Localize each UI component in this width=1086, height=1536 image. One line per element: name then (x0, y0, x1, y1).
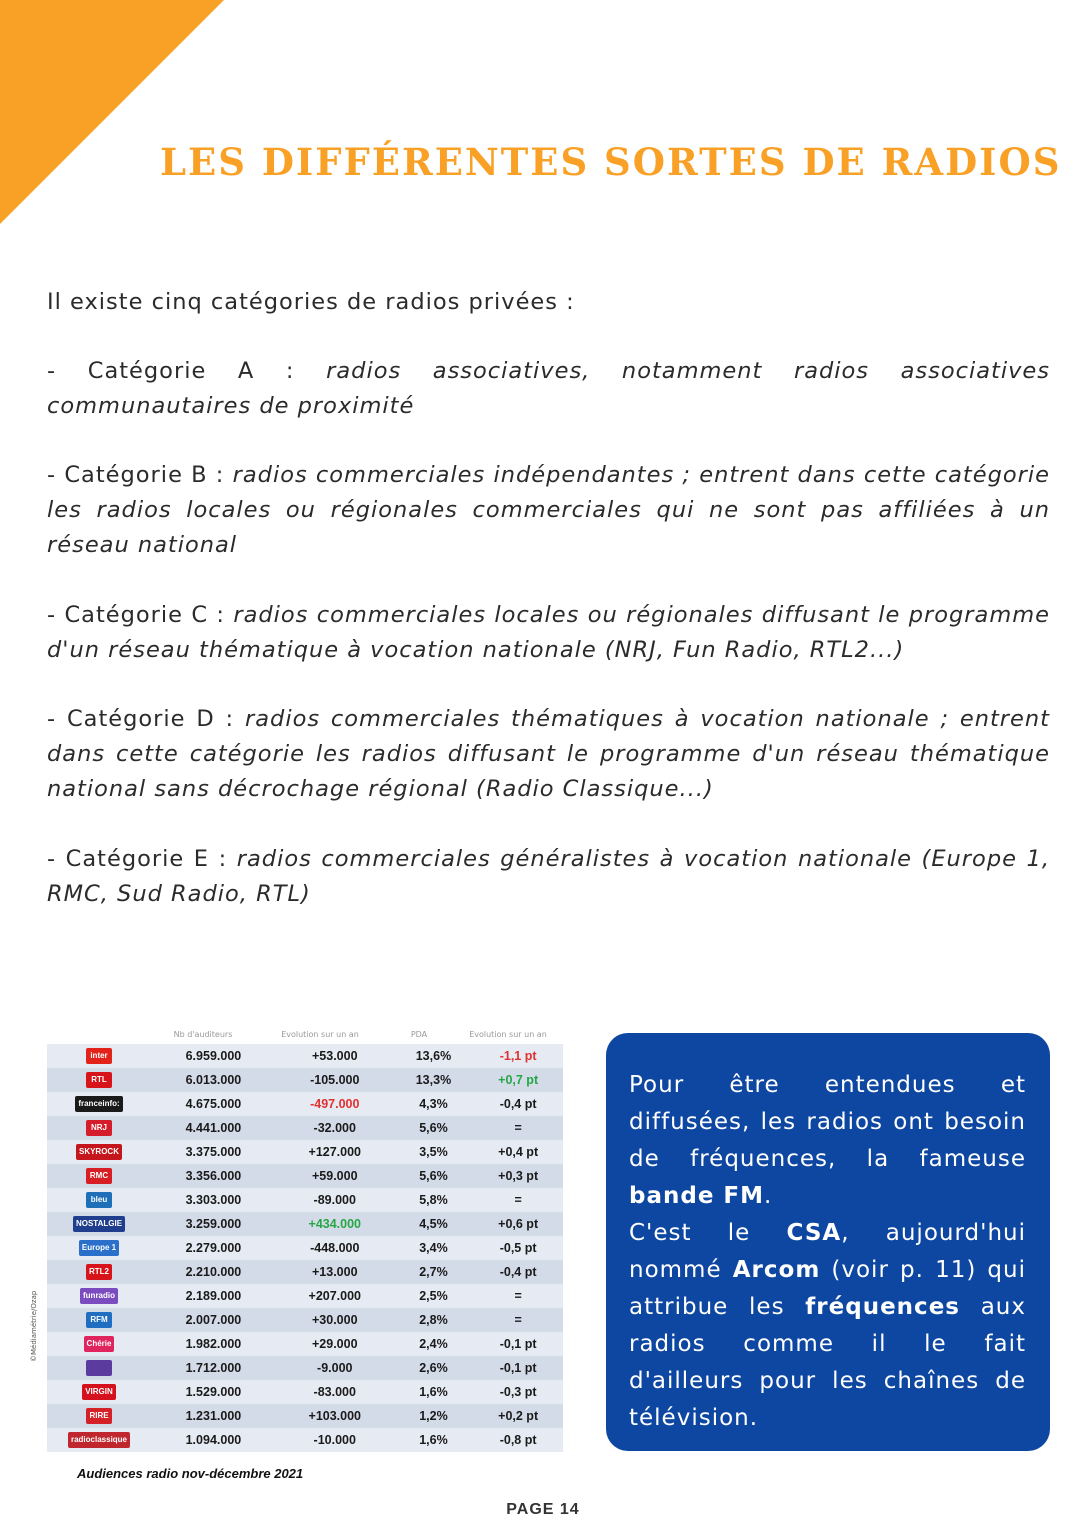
pda-evolution-cell: = (473, 1308, 563, 1332)
station-logo-icon: NOSTALGIE (73, 1216, 125, 1232)
category-a: - Catégorie A : radios associatives, notamment radios associatives communautaires de proximité (47, 357, 1050, 419)
evolution-cell: +53.000 (276, 1044, 394, 1068)
pda-cell: 2,6% (394, 1356, 474, 1380)
body-text (47, 285, 1050, 946)
station-logo (47, 1044, 151, 1068)
station-logo (47, 1284, 151, 1308)
station-logo-icon: RFM (86, 1312, 112, 1328)
listeners-cell: 4.441.000 (151, 1116, 276, 1140)
evolution-cell: -448.000 (276, 1236, 394, 1260)
table-row (47, 1092, 563, 1116)
table-row (47, 1116, 563, 1140)
evolution-cell: -105.000 (276, 1068, 394, 1092)
pda-cell: 5,8% (394, 1188, 474, 1212)
listeners-cell: 3.356.000 (151, 1164, 276, 1188)
pda-evolution-cell: +0,4 pt (473, 1140, 563, 1164)
pda-cell: 2,8% (394, 1308, 474, 1332)
photo-credit: ©Médiamétrie/Ozap (30, 1290, 38, 1362)
evolution-cell: -89.000 (276, 1188, 394, 1212)
station-logo-icon: franceinfo: (75, 1096, 122, 1112)
pda-evolution-cell: +0,2 pt (473, 1404, 563, 1428)
station-logo-icon: VIRGIN (82, 1384, 116, 1400)
station-logo-icon: RMC (86, 1168, 112, 1184)
header-pda: PDA (410, 1030, 428, 1039)
station-logo (47, 1428, 151, 1452)
table-header (47, 1030, 563, 1044)
pda-evolution-cell: = (473, 1188, 563, 1212)
pda-evolution-cell: -0,1 pt (473, 1332, 563, 1356)
station-logo (47, 1260, 151, 1284)
station-logo (47, 1212, 151, 1236)
header-listeners: Nb d'auditeurs (173, 1030, 233, 1039)
listeners-cell: 2.279.000 (151, 1236, 276, 1260)
station-logo-icon: radioclassique (68, 1432, 130, 1448)
station-logo (47, 1380, 151, 1404)
station-logo (47, 1116, 151, 1140)
pda-evolution-cell: = (473, 1284, 563, 1308)
pda-cell: 13,6% (394, 1044, 474, 1068)
station-logo (47, 1140, 151, 1164)
station-logo-icon: NRJ (86, 1120, 112, 1136)
evolution-cell: -9.000 (276, 1356, 394, 1380)
pda-evolution-cell: -0,3 pt (473, 1380, 563, 1404)
pda-cell: 2,7% (394, 1260, 474, 1284)
listeners-cell: 2.189.000 (151, 1284, 276, 1308)
station-logo (47, 1068, 151, 1092)
table-body (47, 1044, 563, 1452)
station-logo (47, 1236, 151, 1260)
category-b: - Catégorie B : radios commerciales indépendantes ; entrent dans cette catégorie les radios locales ou régionales commerciales qui ne sont pas affiliées à un réseau national (47, 462, 1050, 558)
station-logo-icon: bleu (86, 1192, 112, 1208)
pda-cell: 4,5% (394, 1212, 474, 1236)
table-row (47, 1332, 563, 1356)
evolution-cell: +434.000 (276, 1212, 394, 1236)
evolution-cell: +59.000 (276, 1164, 394, 1188)
evolution-cell: +29.000 (276, 1332, 394, 1356)
table-row (47, 1212, 563, 1236)
pda-evolution-cell: -0,1 pt (473, 1356, 563, 1380)
evolution-cell: +207.000 (276, 1284, 394, 1308)
info-box-text: Pour être entendues et diffusées, les radios ont besoin de fréquences, la fameuse bande FM. C'est le CSA, aujourd'hui nommé Arcom (voir p. 11) qui attribue les fréquences aux radios comme il le fait d'ailleurs pour les chaînes de télévision. (629, 1072, 1026, 1431)
category-e: - Catégorie E : radios commerciales généralistes à vocation nationale (Europe 1, RMC, Sud Radio, RTL) (47, 845, 1050, 907)
pda-cell: 4,3% (394, 1092, 474, 1116)
table-row (47, 1260, 563, 1284)
header-pda-evolution: Evolution sur un an (469, 1030, 547, 1039)
table-row (47, 1164, 563, 1188)
station-logo-icon: Chérie (84, 1336, 115, 1352)
station-logo-icon: Europe 1 (79, 1240, 119, 1256)
intro-paragraph: Il existe cinq catégories de radios privées : (47, 289, 575, 315)
table-row (47, 1404, 563, 1428)
listeners-cell: 2.210.000 (151, 1260, 276, 1284)
evolution-cell: -10.000 (276, 1428, 394, 1452)
evolution-cell: -32.000 (276, 1116, 394, 1140)
table-row (47, 1308, 563, 1332)
evolution-cell: +103.000 (276, 1404, 394, 1428)
station-logo-icon: RTL2 (86, 1264, 112, 1280)
category-c: - Catégorie C : radios commerciales locales ou régionales diffusant le programme d'un réseau thématique à vocation nationale (NRJ, Fun Radio, RTL2...) (47, 601, 1050, 663)
table-row (47, 1284, 563, 1308)
table-row (47, 1428, 563, 1452)
station-logo (47, 1092, 151, 1116)
station-logo-icon: SKYROCK (76, 1144, 122, 1160)
table-row (47, 1044, 563, 1068)
pda-cell: 3,5% (394, 1140, 474, 1164)
pda-evolution-cell: -0,5 pt (473, 1236, 563, 1260)
listeners-cell: 6.013.000 (151, 1068, 276, 1092)
station-logo (47, 1188, 151, 1212)
pda-evolution-cell: = (473, 1116, 563, 1140)
station-logo-icon: funradio (80, 1288, 118, 1304)
page-number: PAGE 14 (506, 1501, 580, 1518)
station-logo-icon (86, 1360, 112, 1376)
station-logo (47, 1308, 151, 1332)
table-row (47, 1068, 563, 1092)
listeners-cell: 1.982.000 (151, 1332, 276, 1356)
table-row (47, 1356, 563, 1380)
pda-cell: 1,6% (394, 1428, 474, 1452)
header-evolution: Evolution sur un an (281, 1030, 359, 1039)
pda-cell: 2,5% (394, 1284, 474, 1308)
evolution-cell: -83.000 (276, 1380, 394, 1404)
listeners-cell: 1.712.000 (151, 1356, 276, 1380)
station-logo (47, 1404, 151, 1428)
category-d: - Catégorie D : radios commerciales thématiques à vocation nationale ; entrent dans cette catégorie les radios diffusant le programme d'un réseau thématique national sans décrochage régional (Radio Classique...) (47, 706, 1050, 802)
pda-cell: 1,6% (394, 1380, 474, 1404)
pda-cell: 3,4% (394, 1236, 474, 1260)
station-logo-icon: RTL (86, 1072, 112, 1088)
pda-evolution-cell: -1,1 pt (473, 1044, 563, 1068)
pda-evolution-cell: -0,8 pt (473, 1428, 563, 1452)
evolution-cell: +13.000 (276, 1260, 394, 1284)
listeners-cell: 2.007.000 (151, 1308, 276, 1332)
station-logo-icon: RIRE (86, 1408, 112, 1424)
listeners-cell: 4.675.000 (151, 1092, 276, 1116)
info-box (606, 1033, 1050, 1451)
pda-cell: 5,6% (394, 1164, 474, 1188)
evolution-cell: +127.000 (276, 1140, 394, 1164)
pda-cell: 1,2% (394, 1404, 474, 1428)
listeners-cell: 1.529.000 (151, 1380, 276, 1404)
evolution-cell: -497.000 (276, 1092, 394, 1116)
listeners-cell: 1.094.000 (151, 1428, 276, 1452)
table-caption: Audiences radio nov-décembre 2021 (77, 1466, 304, 1481)
table-row (47, 1236, 563, 1260)
listeners-cell: 1.231.000 (151, 1404, 276, 1428)
audience-table (47, 1030, 563, 1452)
table-row (47, 1140, 563, 1164)
table-row (47, 1380, 563, 1404)
listeners-cell: 3.259.000 (151, 1212, 276, 1236)
pda-cell: 13,3% (394, 1068, 474, 1092)
listeners-cell: 3.303.000 (151, 1188, 276, 1212)
pda-evolution-cell: +0,7 pt (473, 1068, 563, 1092)
evolution-cell: +30.000 (276, 1308, 394, 1332)
page-title: LES DIFFÉRENTES SORTES DE RADIOS (160, 140, 1062, 184)
pda-evolution-cell: +0,3 pt (473, 1164, 563, 1188)
table-row (47, 1188, 563, 1212)
pda-cell: 2,4% (394, 1332, 474, 1356)
corner-decoration (0, 0, 224, 224)
pda-evolution-cell: -0,4 pt (473, 1092, 563, 1116)
listeners-cell: 3.375.000 (151, 1140, 276, 1164)
station-logo-icon: inter (86, 1048, 112, 1064)
pda-evolution-cell: -0,4 pt (473, 1260, 563, 1284)
pda-cell: 5,6% (394, 1116, 474, 1140)
station-logo (47, 1164, 151, 1188)
pda-evolution-cell: +0,6 pt (473, 1212, 563, 1236)
listeners-cell: 6.959.000 (151, 1044, 276, 1068)
